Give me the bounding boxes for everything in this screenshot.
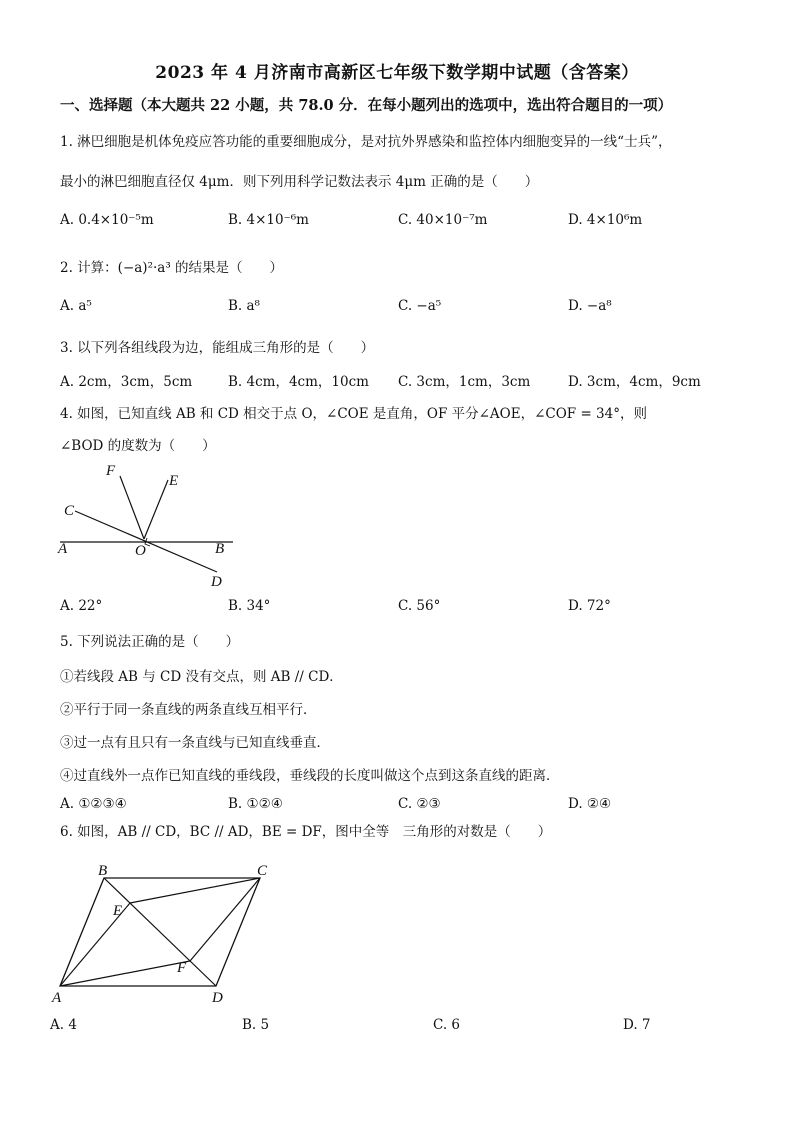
label-d: D (211, 574, 222, 590)
q6-option-b: B. 5 (242, 1017, 270, 1033)
section-heading: 一、选择题（本大题共 22 小题，共 78.0 分．在每小题列出的选项中，选出符合题目的一项） (60, 97, 673, 114)
q2-option-c: C. −a⁵ (398, 298, 442, 314)
label-e: E (113, 903, 123, 919)
label-a: A (52, 990, 62, 1006)
q5-statement-1: ①若线段 AB 与 CD 没有交点，则 AB // CD． (60, 669, 343, 685)
q1-option-d: D. 4×10⁶m (568, 212, 643, 228)
q2-option-b: B. a⁸ (228, 298, 260, 314)
q1-line-2: 最小的淋巴细胞直径仅 4μm．则下列用科学记数法表示 4μm 正确的是（ ） (60, 174, 539, 190)
ray-of (120, 476, 144, 539)
ray-oe (144, 480, 168, 539)
segment-fc (190, 878, 260, 961)
q3-option-c: C. 3cm，1cm，3cm (398, 374, 531, 390)
q6-option-c: C. 6 (433, 1017, 461, 1033)
q6-option-d: D. 7 (623, 1017, 651, 1033)
q3-option-b: B. 4cm，4cm，10cm (228, 374, 369, 390)
q5-statement-3: ③过一点有且只有一条直线与已知直线垂直． (60, 735, 330, 751)
label-a: A (58, 541, 68, 557)
q6-parallelogram-figure (48, 858, 288, 1006)
q5-line-1: 5. 下列说法正确的是（ ） (60, 634, 240, 650)
q3-option-a: A. 2cm，3cm，5cm (60, 374, 193, 390)
q5-statement-2: ②平行于同一条直线的两条直线互相平行． (60, 702, 317, 718)
q4-option-d: D. 72° (568, 598, 611, 614)
q5-statement-4: ④过直线外一点作已知直线的垂线段，垂线段的长度叫做这个点到这条直线的距离． (60, 768, 560, 784)
page-title: 2023 年 4 月济南市高新区七年级下数学期中试题（含答案） (155, 63, 639, 83)
q3-option-d: D. 3cm，4cm，9cm (568, 374, 701, 390)
q3-line-1: 3. 以下列各组线段为边，能组成三角形的是（ ） (60, 340, 375, 356)
q5-option-d: D. ②④ (568, 796, 612, 812)
q4-line-1: 4. 如图，已知直线 AB 和 CD 相交于点 O，∠COE 是直角，OF 平分∠AOE，∠COF = 34°，则 (60, 406, 647, 422)
q1-line-1: 1. 淋巴细胞是机体免疫应答功能的重要细胞成分，是对抗外界感染和监控体内细胞变异的一线“士兵”， (60, 134, 672, 150)
q2-option-d: D. −a⁸ (568, 298, 612, 314)
q4-line-2: ∠BOD 的度数为（ ） (60, 438, 216, 454)
label-e: E (169, 473, 179, 489)
label-b: B (98, 863, 108, 879)
diagonal-bd (104, 878, 216, 986)
q4-option-a: A. 22° (60, 598, 103, 614)
label-c: C (64, 503, 75, 519)
label-o: O (135, 543, 146, 559)
label-f: F (177, 960, 187, 976)
q1-option-b: B. 4×10⁻⁶m (228, 212, 309, 228)
segment-ec (130, 878, 260, 903)
label-b: B (215, 541, 225, 557)
q5-option-b: B. ①②④ (228, 796, 283, 812)
q6-line-1: 6. 如图，AB // CD，BC // AD，BE = DF，图中全等 三角形的对数是（ ） (60, 824, 552, 840)
q2-line-1: 2. 计算：(−a)²·a³ 的结果是（ ） (60, 260, 284, 276)
q4-angle-figure (55, 458, 245, 593)
q4-option-c: C. 56° (398, 598, 441, 614)
label-d: D (212, 990, 223, 1006)
q2-option-a: A. a⁵ (60, 298, 92, 314)
q1-option-a: A. 0.4×10⁻⁵m (60, 212, 154, 228)
q4-option-b: B. 34° (228, 598, 271, 614)
q6-option-a: A. 4 (50, 1017, 77, 1033)
label-f: F (106, 463, 116, 479)
segment-af (60, 961, 190, 986)
q1-option-c: C. 40×10⁻⁷m (398, 212, 488, 228)
label-c: C (257, 863, 268, 879)
q5-option-a: A. ①②③④ (60, 796, 127, 812)
q5-option-c: C. ②③ (398, 796, 441, 812)
